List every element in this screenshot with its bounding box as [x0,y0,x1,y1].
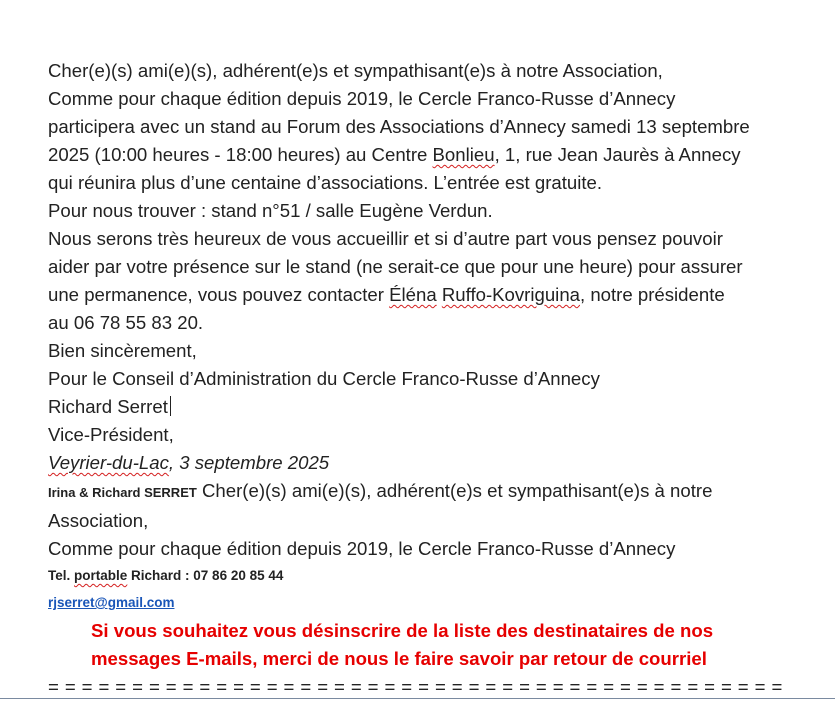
text-span: Tel. [48,568,75,583]
misspelled-word-last-name[interactable]: Ruffo-Kovriguina [441,284,580,305]
signature-name: Richard Serret [48,396,168,417]
text-span: , 1, rue Jean Jaurès à Annecy [494,144,741,165]
text-span: Cher(e)(s) ami(e)(s), adhérent(e)s et sympathisant(e)s à notre [196,480,713,501]
paragraph-line: aider par votre présence sur le stand (ne serait-ce que pour une heure) pour assurer [48,256,743,277]
closing-line: Bien sincèrement, [48,340,197,361]
email-link[interactable]: rjserret@gmail.com [48,595,175,610]
phone-line: au 06 78 55 83 20. [48,312,204,333]
separator-line: = = = = = = = = = = = = = = = = = = = = = = = = = = = = = = = = = = = = = = = = = = = = [48,676,783,697]
misspelled-word-venue[interactable]: Bonlieu [432,144,495,165]
paragraph-line [48,281,828,309]
email-line [48,589,828,617]
footer-repeat-line: Comme pour chaque édition depuis 2019, le Cercle Franco-Russe d’Annecy [48,538,676,559]
text-span: une permanence, vous pouvez contacter [48,284,390,305]
paragraph-line: qui réunira plus d’une centaine d’associations. L’entrée est gratuite. [48,172,603,193]
text-cursor [170,396,171,416]
date-text: , 3 septembre 2025 [168,452,330,473]
paragraph-line: Comme pour chaque édition depuis 2019, le Cercle Franco-Russe d’Annecy [48,88,676,109]
unsubscribe-notice: messages E-mails, merci de nous le faire savoir par retour de courriel [91,648,707,669]
misspelled-word-place[interactable]: Veyrier-du-Lac [48,452,169,473]
footer-names: Irina & Richard SERRET [48,485,197,500]
text-span: , notre présidente [580,284,725,305]
signature-role-line: Vice-Président, [48,424,174,445]
text-span: 2025 (10:00 heures - 18:00 heures) au Centre [48,144,433,165]
paragraph-line [48,141,828,169]
document-body[interactable] [48,57,828,701]
unsubscribe-notice: Si vous souhaitez vous désinscrire de la liste des destinataires de nos [91,620,714,641]
page-bottom-border [0,698,835,699]
greeting-line: Cher(e)(s) ami(e)(s), adhérent(e)s et sympathisant(e)s à notre Association, [48,60,663,81]
misspelled-word-portable[interactable]: portable [74,568,128,583]
footer-repeat-line: Association, [48,510,149,531]
footer-repeat-line [48,477,828,507]
text-span: Richard : 07 86 20 85 44 [127,568,284,583]
signature-org-line: Pour le Conseil d’Administration du Cercle Franco-Russe d’Annecy [48,368,600,389]
signature-name-line [48,393,828,421]
paragraph-line: Nous serons très heureux de vous accueillir et si d’autre part vous pensez pouvoir [48,228,723,249]
misspelled-word-first-name[interactable]: Éléna [389,284,437,305]
paragraph-line: participera avec un stand au Forum des Associations d’Annecy samedi 13 septembre [48,116,750,137]
stand-location-line: Pour nous trouver : stand n°51 / salle Eugène Verdun. [48,200,493,221]
place-date-line [48,449,828,477]
tel-line [48,563,828,589]
